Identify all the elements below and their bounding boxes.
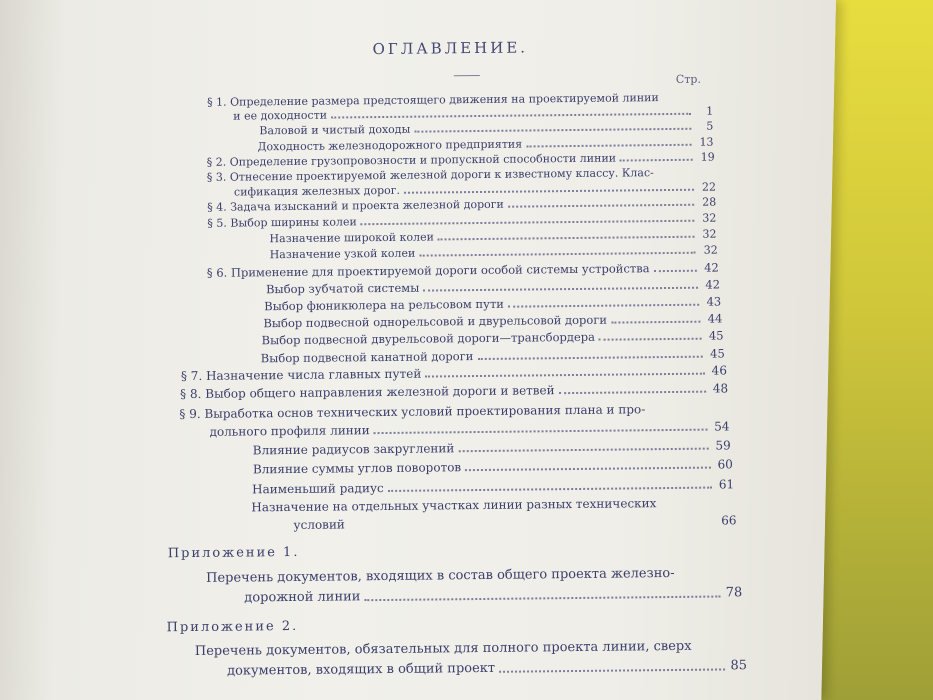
leader-dots [654,269,697,272]
leader-dots [364,594,720,601]
toc-entry [253,438,731,457]
appendix-1-page: 78 [725,585,743,601]
leader-dots [438,235,695,241]
appendix-1-heading: Приложение 1. [167,544,300,562]
toc-entry-text: § 4. Задача изысканий и проекта железной дороги [207,197,504,214]
toc-entry-text: § 2. Определение грузопровозности и пропускной способности линии [206,151,617,169]
leader-dots [526,143,691,148]
toc-entry-page: 42 [704,260,719,275]
toc-entry-page: 59 [715,438,731,453]
toc-entry [181,363,727,383]
toc-entry [252,477,734,496]
toc-entry-1-line1: § 1. Определение размера предстоящего движения на проектируемой линии [207,91,659,109]
toc-entry-text: Наименьший радиус [252,481,384,497]
appendix-2-page: 85 [730,658,748,674]
leader-dots [425,372,705,378]
toc-entry-page: 60 [717,457,733,472]
toc-entry [269,228,716,246]
leader-dots [419,251,695,257]
toc-entry [180,381,728,401]
toc-entry-page: 42 [705,277,721,292]
leader-dots [331,112,691,119]
toc-entry-line1: § 3. Отнесение проектируемой железной дороги к известному классу. Клас- [206,166,654,184]
toc-entry-text: § 7. Назначение числа главных путей [180,366,422,384]
appendix-2-line1: Перечень документов, обязательных для полного проекта линии, сверх [194,638,692,659]
toc-entry-page: 46 [711,363,727,378]
toc-entry-text: сификация железных дорог. [233,183,401,199]
leader-dots [388,486,712,492]
toc-entry-text: условий [293,517,345,532]
appendix-2-heading: Приложение 2. [166,618,299,636]
toc-entry-page: 22 [701,180,717,194]
toc-entry [207,260,719,279]
toc-entry-page: 32 [702,211,717,225]
toc-entry-line1: § 9. Выработка основ технических условий проектирования плана и про- [179,402,646,422]
leader-dots [423,286,698,292]
appendix-2-entry [227,658,747,678]
appendix-1-line2: дорожной линии [244,589,361,606]
toc-entry-1-line2: и ее доходности [233,108,328,123]
toc-entry-1-page: 1 [706,104,714,118]
toc-entry-text: Выбор подвесной однорельсовой и двурельсовой дороги [263,312,608,331]
toc-entry-text: Влияние суммы углов поворотов [252,460,462,477]
leader-dots [374,428,708,434]
toc-entry-page: 48 [712,381,729,396]
leader-dots [508,303,699,308]
leader-dots [458,447,708,453]
toc-entry [263,311,722,330]
leader-dots [349,522,715,529]
toc-entry-text: Выбор подвесной канатной дороги [260,349,474,366]
toc-entry-page: 28 [702,195,717,209]
toc-entry-text: дольного профиля линии [209,423,370,439]
toc-entry-text: Доходность железнодорожного предприятия [257,137,523,154]
toc-entry-text: Выбор зубчатой системы [265,280,420,297]
toc-entry-page: 66 [721,513,737,528]
toc-entry [207,196,716,214]
toc-entry [207,212,716,230]
leader-dots [508,203,694,208]
leader-dots [414,127,691,133]
toc-entry [264,294,721,313]
toc-entry-page: 44 [707,311,723,326]
toc-entry [259,120,713,138]
toc-entry-text: § 5. Выбор ширины колеи [207,215,357,230]
toc-entry-text: Назначение широкой колеи [269,230,434,246]
leader-dots [599,337,702,341]
leader-dots [361,219,695,225]
toc-entry-text: Валовой и чистый доходы [259,122,411,138]
leader-dots [404,188,694,194]
toc-entry-page: 13 [699,135,714,149]
leader-dots [465,466,711,472]
page-title: ОГЛАВЛЕНИЕ. [372,38,529,59]
appendix-1-line1: Перечень документов, входящих в состав общего проекта железно- [205,565,675,586]
leader-dots [499,667,725,672]
toc-entry-page: 5 [706,119,714,133]
toc-entry-line1: Назначение на отдельных участках линии разных технических [251,496,657,515]
toc-entry-page: 54 [714,419,730,434]
toc-entry-text: § 8. Выбор общего направления железной дороги и ветвей [180,383,555,402]
toc-entry [209,419,729,438]
toc-entry [261,346,725,365]
toc-entry-text: Выбор фюникюлера на рельсовом пути [264,296,505,314]
leader-dots [620,158,693,162]
toc-entry-text: Назначение узкой колеи [269,246,416,262]
leader-dots [559,390,707,395]
appendix-2-line2: документов, входящих в общий проект [226,660,496,679]
toc-entry [293,513,736,532]
toc-entry-page: 43 [706,294,722,309]
toc-entry-page: 32 [703,243,718,257]
toc-entry-page: 45 [710,346,725,361]
toc-entry-page: 32 [702,227,717,241]
leader-dots [611,320,700,324]
toc-entry-text: Выбор подвесной двурельсовой дороги—трансбордера [261,329,596,348]
toc-entry [262,328,724,347]
toc-entry-page: 19 [700,150,715,164]
toc-entry-text: § 6. Применение для проектируемой дороги особой системы устройства [206,261,650,280]
leader-dots [477,355,702,360]
toc-entry-page: 61 [718,477,735,492]
appendix-1-entry [244,585,742,605]
toc-entry-page: 45 [708,328,724,343]
title-divider [454,75,480,76]
toc-entry [266,277,720,296]
page-column-label: Стр. [675,72,701,86]
toc-entry [270,243,718,261]
toc-entry-text: Влияние радиусов закруглений [252,441,455,458]
toc-entry [253,457,733,476]
